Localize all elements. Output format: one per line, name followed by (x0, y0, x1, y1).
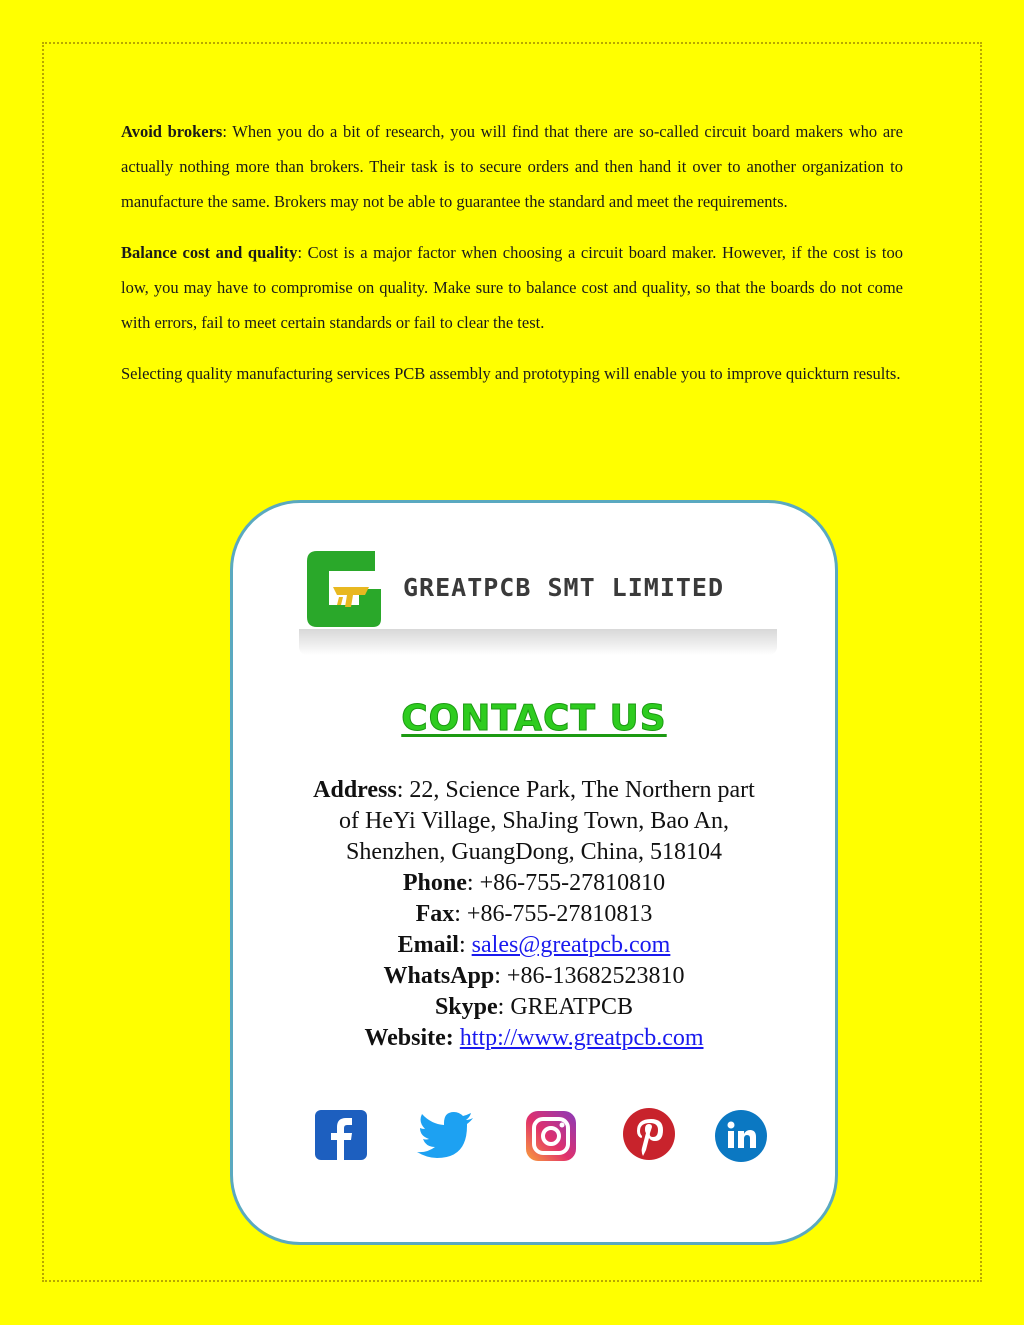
address-line-3: Shenzhen, GuangDong, China, 518104 (346, 839, 722, 865)
fax-label: Fax (415, 901, 455, 927)
email-link[interactable]: sales@greatpcb.com (471, 932, 671, 958)
article-body (121, 114, 903, 407)
paragraph-text: : When you do a bit of research, you will find that there are so-called circuit board makers who are actually nothing more than brokers. Their task is to secure orders and then hand it over to another organization to manufacture the same. Brokers may not be able to guarantee the standard and meet the requirements. (121, 122, 903, 211)
contact-card (230, 500, 838, 1245)
whatsapp-value: : +86-13682523810 (494, 963, 685, 989)
paragraph-avoid-brokers (121, 114, 903, 219)
skype-value: : GREATPCB (497, 994, 634, 1020)
paragraph-conclusion (121, 356, 903, 391)
address-line-2: of HeYi Village, ShaJing Town, Bao An, (339, 808, 729, 834)
pinterest-icon[interactable] (621, 1106, 677, 1162)
company-logo (299, 539, 777, 657)
contact-details (253, 775, 815, 1054)
phone-value: : +86-755-27810810 (466, 870, 666, 896)
paragraph-lead: Balance cost and quality (121, 243, 298, 262)
address-line (253, 775, 815, 806)
fax-line (253, 899, 815, 930)
twitter-icon[interactable] (415, 1108, 477, 1164)
website-label: Website: (364, 1025, 454, 1051)
phone-label: Phone (402, 870, 467, 896)
whatsapp-line (253, 961, 815, 992)
email-line (253, 930, 815, 961)
whatsapp-label: WhatsApp (383, 963, 495, 989)
address-value: : 22, Science Park, The Northern part (396, 777, 755, 803)
website-line (253, 1023, 815, 1054)
paragraph-balance-cost (121, 235, 903, 340)
phone-line (253, 868, 815, 899)
company-name: GREATPCB SMT LIMITED (403, 573, 725, 602)
paragraph-text: : Cost is a major factor when choosing a circuit board maker. However, if the cost is too low, you may have to compromise on quality. Make sure to balance cost and quality, so that the boards do not come with errors, fail to meet certain standards or fail to clear the test. (121, 243, 903, 332)
paragraph-lead: Avoid brokers (121, 122, 223, 141)
email-separator: : (458, 932, 472, 958)
greatpcb-logo-icon (303, 543, 385, 631)
paragraph-text: Selecting quality manufacturing services PCB assembly and prototyping will enable you to improve quickturn results. (121, 364, 901, 383)
facebook-icon[interactable] (313, 1108, 369, 1164)
linkedin-icon[interactable] (713, 1108, 769, 1164)
skype-line (253, 992, 815, 1023)
address-label: Address (313, 777, 397, 803)
social-icons-row (233, 1108, 835, 1168)
website-link[interactable]: http://www.greatpcb.com (459, 1025, 704, 1051)
email-label: Email (397, 932, 459, 958)
instagram-icon[interactable] (523, 1108, 579, 1164)
fax-value: : +86-755-27810813 (454, 901, 653, 927)
skype-label: Skype (434, 994, 498, 1020)
logo-shadow-bar (299, 629, 777, 655)
contact-us-heading: CONTACT US (401, 698, 667, 739)
